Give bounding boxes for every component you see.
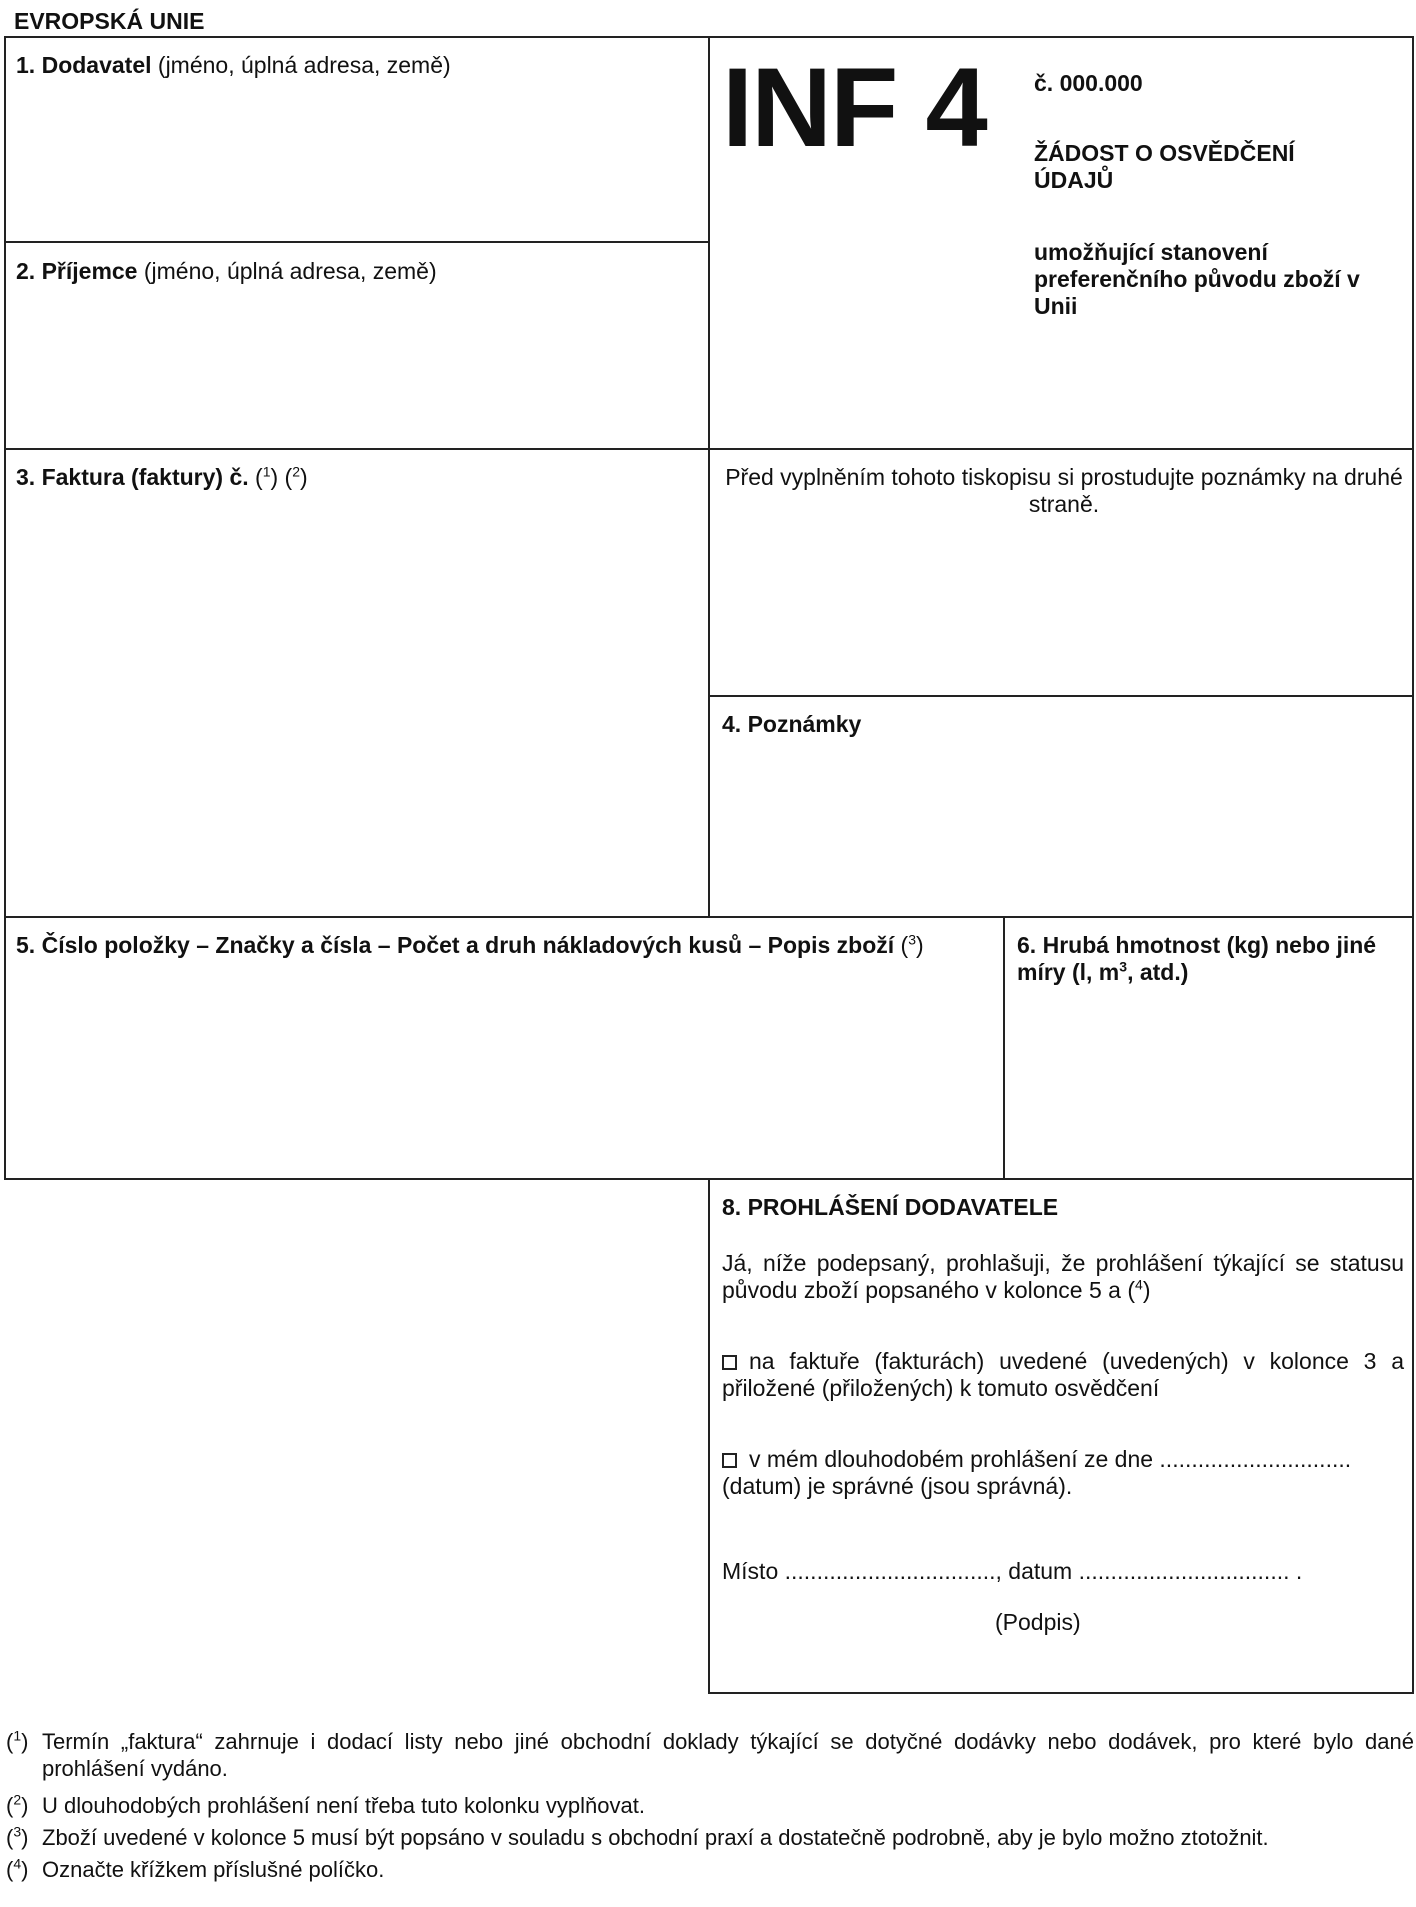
footnote-1: ($^1$) Termín „faktura“ zahrnuje i dodací listy nebo jiné obchodní doklady týkající se dotyčné dodávky nebo dodávek, pro které bylo dané prohlášení vydáno. bbox=[6, 1727, 1414, 1781]
place-fill-line[interactable]: ................................. bbox=[784, 1558, 996, 1584]
field-3-number: 3. bbox=[16, 464, 36, 490]
field-4-number: 4. bbox=[722, 711, 742, 737]
option-longterm-text-end: (datum) je správné (jsou správná). bbox=[722, 1473, 1073, 1499]
footnote-2-text: U dlouhodobých prohlášení není třeba tuto kolonku vyplňovat. bbox=[42, 1793, 645, 1818]
field-2-title: Příjemce bbox=[41, 258, 138, 284]
field-3-input-area[interactable] bbox=[10, 496, 700, 906]
field-1-title: Dodavatel bbox=[41, 52, 152, 78]
field-1-supplier-label bbox=[16, 52, 451, 79]
field-3-title: Faktura (faktury) č. bbox=[41, 464, 249, 490]
field-6-superscript: 3 bbox=[1119, 958, 1128, 975]
field-1-hint: (jméno, úplná adresa, země) bbox=[157, 52, 451, 78]
field-6-title-end: , atd.) bbox=[1127, 959, 1189, 985]
form-code: INF 4 bbox=[722, 45, 986, 170]
option-invoice-text: na faktuře (fakturách) uvedené (uvedených) v kolonce 3 a přiložené (přiložených) k tomuto osvědčení bbox=[722, 1348, 1404, 1401]
field-8-number: 8. bbox=[722, 1194, 742, 1220]
field-6-title: Hrubá hmotnost (kg) nebo jiné míry (l, m bbox=[1017, 932, 1377, 985]
date-fill-line-2[interactable]: ................................. bbox=[1078, 1558, 1290, 1584]
footnote-ref-3: 3 bbox=[908, 931, 916, 948]
union-header: EVROPSKÁ UNIE bbox=[14, 8, 205, 34]
date-label: , datum bbox=[995, 1558, 1073, 1584]
end-dot: . bbox=[1295, 1558, 1303, 1584]
checkbox-longterm[interactable] bbox=[722, 1453, 737, 1468]
footnote-3: ($^3$) Zboží uvedené v kolonce 5 musí být popsáno v souladu s obchodní praxí a dostatečně podrobně, aby je bylo možno ztotožnit. bbox=[6, 1824, 1414, 1851]
footnote-ref-2: 2 bbox=[292, 463, 301, 480]
declaration-intro-text: Já, níže podepsaný, prohlašuji, že prohlášení týkající se statusu původu zboží popsaného v kolonce 5 a bbox=[722, 1250, 1404, 1303]
declaration-intro: Já, níže podepsaný, prohlašuji, že prohlášení týkající se statusu původu zboží popsaného v kolonce 5 a ($^4$) bbox=[722, 1250, 1404, 1303]
declaration-option-invoice bbox=[722, 1348, 1404, 1402]
footnote-2-mark: 2 bbox=[13, 1791, 22, 1808]
field-5-input-area[interactable] bbox=[10, 965, 995, 1170]
date-fill-line[interactable]: .............................. bbox=[1159, 1446, 1352, 1472]
field-4-input-area[interactable] bbox=[716, 744, 1406, 908]
footnote-ref-4: 4 bbox=[1135, 1276, 1143, 1293]
option-longterm-text: v mém dlouhodobém prohlášení ze dne bbox=[749, 1446, 1154, 1472]
field-2-number: 2. bbox=[16, 258, 36, 284]
footnote-2: ($^2$) U dlouhodobých prohlášení není třeba tuto kolonku vyplňovat. bbox=[6, 1792, 1414, 1819]
footnote-4: ($^4$) Označte křížkem příslušné políčko. bbox=[6, 1856, 1414, 1883]
footnote-4-mark: 4 bbox=[13, 1855, 22, 1872]
declaration-option-longterm bbox=[722, 1446, 1404, 1500]
field-6-input-area[interactable] bbox=[1012, 992, 1406, 1170]
field-1-number: 1. bbox=[16, 52, 36, 78]
form-number: č. 000.000 bbox=[1034, 70, 1143, 96]
field-2-recipient-label bbox=[16, 258, 437, 285]
place-label: Místo bbox=[722, 1558, 779, 1584]
footnote-3-mark: 3 bbox=[13, 1823, 22, 1840]
field-4-remarks-label bbox=[722, 711, 861, 738]
footnote-1-mark: 1 bbox=[13, 1727, 22, 1744]
field-8-title: PROHLÁŠENÍ DODAVATELE bbox=[747, 1194, 1059, 1220]
field-3-invoice-label: 3. Faktura (faktury) č. ($^1$) ($^2$) bbox=[16, 463, 308, 490]
field-1-input-area[interactable] bbox=[10, 85, 700, 235]
field-6-weight-label bbox=[1017, 932, 1405, 986]
footnote-1-text: Termín „faktura“ zahrnuje i dodací listy nebo jiné obchodní doklady týkající se dotyčné dodávky nebo dodávek, pro které bylo dané prohlášení vydáno. bbox=[42, 1729, 1414, 1781]
footnote-3-text: Zboží uvedené v kolonce 5 musí být popsáno v souladu s obchodní praxí a dostatečně podrobně, aby je bylo možno ztotožnit. bbox=[42, 1825, 1269, 1850]
field-5-number: 5. bbox=[16, 932, 36, 958]
field-2-hint: (jméno, úplná adresa, země) bbox=[143, 258, 437, 284]
instruction-note: Před vyplněním tohoto tiskopisu si prostudujte poznámky na druhé straně. bbox=[725, 464, 1403, 517]
field-5-title: Číslo položky – Značky a čísla – Počet a druh nákladových kusů – Popis zboží bbox=[41, 932, 895, 958]
place-date-line bbox=[722, 1558, 1404, 1585]
field-5-goods-label: 5. Číslo položky – Značky a čísla – Počet a druh nákladových kusů – Popis zboží ($^3$) bbox=[16, 931, 924, 958]
field-2-input-area[interactable] bbox=[10, 290, 700, 440]
field-4-title: Poznámky bbox=[747, 711, 862, 737]
field-6-number: 6. bbox=[1017, 932, 1037, 958]
footnote-ref-1: 1 bbox=[262, 463, 271, 480]
form-subtitle: umožňující stanovení preferenčního původu zboží v Unii bbox=[1034, 239, 1360, 319]
form-title: ŽÁDOST O OSVĚDČENÍ ÚDAJŮ bbox=[1034, 140, 1295, 193]
checkbox-invoice[interactable] bbox=[722, 1355, 737, 1370]
signature-label: (Podpis) bbox=[995, 1609, 1081, 1635]
footnote-4-text: Označte křížkem příslušné políčko. bbox=[42, 1857, 385, 1882]
declaration-title bbox=[722, 1194, 1058, 1221]
